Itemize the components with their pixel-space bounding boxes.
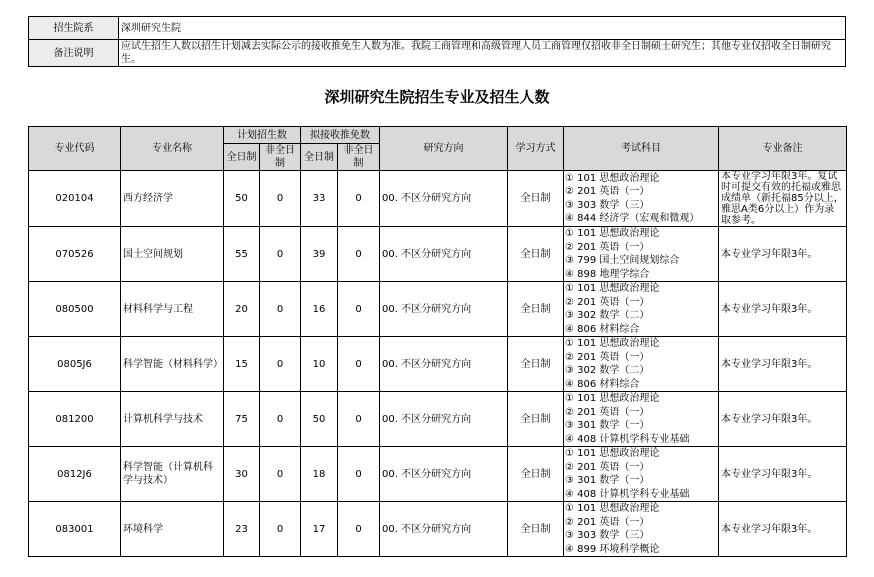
table-row bbox=[29, 282, 847, 337]
header-mode: 学习方式 bbox=[508, 127, 564, 171]
research-direction: 00. 不区分研究方向 bbox=[380, 447, 508, 502]
exam-subject-item: ③ 301 数学（一） bbox=[565, 475, 650, 486]
exam-subjects bbox=[564, 171, 719, 227]
exam-subject-item: ③ 301 数学（一） bbox=[565, 420, 650, 431]
exam-subject-item: ③ 302 数学（二） bbox=[565, 310, 650, 321]
plan-part-count: 0 bbox=[260, 447, 301, 502]
exam-subject-item: ② 201 英语（一） bbox=[565, 406, 650, 418]
exam-subjects bbox=[564, 447, 719, 502]
exam-subject-item: ① 101 思想政治理论 bbox=[565, 393, 660, 404]
header-plan: 计划招生数 bbox=[224, 127, 301, 144]
exam-subject-item: ④ 898 地理学综合 bbox=[565, 268, 650, 280]
header-name: 专业名称 bbox=[121, 127, 224, 171]
exam-subjects bbox=[564, 282, 719, 337]
study-mode: 全日制 bbox=[508, 447, 564, 502]
exam-subject-item: ④ 806 材料综合 bbox=[565, 378, 640, 390]
plan-full-count: 15 bbox=[224, 337, 260, 392]
exam-subjects bbox=[564, 227, 719, 282]
exam-subjects bbox=[564, 337, 719, 392]
major-name: 科学智能（计算机科学与技术） bbox=[121, 447, 224, 502]
major-name: 科学智能（材料科学） bbox=[121, 337, 224, 392]
plan-part-count: 0 bbox=[260, 392, 301, 447]
exam-subjects bbox=[564, 392, 719, 447]
exam-subject-item: ① 101 思想政治理论 bbox=[565, 172, 660, 184]
exam-subject-item: ② 201 英语（一） bbox=[565, 241, 650, 253]
header-push-full: 全日制 bbox=[301, 144, 338, 171]
plan-part-count: 0 bbox=[260, 171, 301, 227]
exam-subject-item: ① 101 思想政治理论 bbox=[565, 283, 660, 294]
plan-part-count: 0 bbox=[260, 282, 301, 337]
page-title: 深圳研究生院招生专业及招生人数 bbox=[324, 88, 550, 106]
push-part-count: 0 bbox=[338, 282, 380, 337]
study-mode: 全日制 bbox=[508, 502, 564, 557]
plan-part-count: 0 bbox=[260, 502, 301, 557]
push-full-count: 33 bbox=[301, 171, 338, 227]
exam-subject-item: ② 201 英语（一） bbox=[565, 186, 650, 197]
push-full-count: 18 bbox=[301, 447, 338, 502]
exam-subject-item: ① 101 思想政治理论 bbox=[565, 503, 660, 514]
exam-subject-item: ③ 799 国土空间规划综合 bbox=[565, 255, 680, 266]
header-remark: 专业备注 bbox=[719, 127, 847, 171]
major-code: 0812J6 bbox=[29, 447, 121, 502]
study-mode: 全日制 bbox=[508, 337, 564, 392]
push-part-count: 0 bbox=[338, 227, 380, 282]
plan-full-count: 55 bbox=[224, 227, 260, 282]
exam-subject-item: ④ 408 计算机学科专业基础 bbox=[565, 433, 690, 445]
school-value: 深圳研究生院 bbox=[119, 17, 846, 40]
plan-part-count: 0 bbox=[260, 337, 301, 392]
major-remark: 本专业学习年限3年。 bbox=[719, 447, 847, 502]
plan-full-count: 20 bbox=[224, 282, 260, 337]
major-code: 020104 bbox=[29, 171, 121, 227]
push-full-count: 10 bbox=[301, 337, 338, 392]
study-mode: 全日制 bbox=[508, 227, 564, 282]
plan-full-count: 30 bbox=[224, 447, 260, 502]
majors-table bbox=[28, 126, 847, 557]
major-remark: 本专业学习年限3年。 bbox=[719, 392, 847, 447]
note-value: 应试生招生人数以招生计划减去实际公示的接收推免生人数为准。我院工商管理和高级管理人员工商管理仅招收非全日制硕士研究生；其他专业仅招收全日制研究生。 bbox=[119, 40, 846, 67]
major-code: 083001 bbox=[29, 502, 121, 557]
plan-part-count: 0 bbox=[260, 227, 301, 282]
push-part-count: 0 bbox=[338, 392, 380, 447]
push-full-count: 50 bbox=[301, 392, 338, 447]
major-name: 计算机科学与技术 bbox=[121, 392, 224, 447]
major-remark: 本专业学习年限3年。 bbox=[719, 282, 847, 337]
exam-subject-item: ③ 302 数学（二） bbox=[565, 365, 650, 376]
major-remark: 本专业学习年限3年。 bbox=[719, 337, 847, 392]
exam-subject-item: ④ 408 计算机学科专业基础 bbox=[565, 488, 690, 500]
major-name: 西方经济学 bbox=[121, 171, 224, 227]
exam-subject-item: ② 201 英语（一） bbox=[565, 461, 650, 473]
table-row bbox=[29, 447, 847, 502]
table-row bbox=[29, 502, 847, 557]
exam-subject-item: ③ 303 数学（三） bbox=[565, 530, 650, 541]
exam-subject-item: ② 201 英语（一） bbox=[565, 516, 650, 528]
table-row bbox=[29, 171, 847, 227]
school-row bbox=[29, 17, 846, 40]
push-part-count: 0 bbox=[338, 447, 380, 502]
major-remark: 本专业学习年限3年。 bbox=[719, 502, 847, 557]
exam-subjects bbox=[564, 502, 719, 557]
table-row bbox=[29, 392, 847, 447]
study-mode: 全日制 bbox=[508, 171, 564, 227]
push-part-count: 0 bbox=[338, 337, 380, 392]
header-push-part: 非全日制 bbox=[338, 144, 380, 171]
push-full-count: 17 bbox=[301, 502, 338, 557]
header-direction: 研究方向 bbox=[380, 127, 508, 171]
exam-subject-item: ② 201 英语（一） bbox=[565, 351, 650, 363]
exam-subject-item: ④ 806 材料综合 bbox=[565, 323, 640, 335]
header-plan-part: 非全日制 bbox=[260, 144, 301, 171]
exam-subject-item: ④ 899 环境科学概论 bbox=[565, 543, 660, 555]
study-mode: 全日制 bbox=[508, 282, 564, 337]
header-code: 专业代码 bbox=[29, 127, 121, 171]
push-full-count: 39 bbox=[301, 227, 338, 282]
major-code: 070526 bbox=[29, 227, 121, 282]
header-row-1 bbox=[29, 127, 847, 144]
research-direction: 00. 不区分研究方向 bbox=[380, 227, 508, 282]
exam-subject-item: ③ 303 数学（三） bbox=[565, 199, 650, 211]
major-remark: 本专业学习年限3年。复试时可提交有效的托福或雅思成绩单（新托福85分以上，雅思A类6分以上）作为录取参考。 bbox=[719, 171, 847, 227]
plan-full-count: 50 bbox=[224, 171, 260, 227]
note-label: 备注说明 bbox=[29, 40, 119, 67]
table-body bbox=[29, 171, 847, 557]
research-direction: 00. 不区分研究方向 bbox=[380, 502, 508, 557]
exam-subject-item: ④ 844 经济学（宏观和微观） bbox=[565, 213, 700, 224]
research-direction: 00. 不区分研究方向 bbox=[380, 282, 508, 337]
major-code: 0805J6 bbox=[29, 337, 121, 392]
research-direction: 00. 不区分研究方向 bbox=[380, 392, 508, 447]
research-direction: 00. 不区分研究方向 bbox=[380, 171, 508, 227]
table-row bbox=[29, 227, 847, 282]
header-push: 拟接收推免数 bbox=[301, 127, 380, 144]
plan-full-count: 23 bbox=[224, 502, 260, 557]
header-plan-full: 全日制 bbox=[224, 144, 260, 171]
info-table bbox=[28, 16, 846, 67]
major-name: 材料科学与工程 bbox=[121, 282, 224, 337]
note-row bbox=[29, 40, 846, 67]
push-part-count: 0 bbox=[338, 502, 380, 557]
exam-subject-item: ② 201 英语（一） bbox=[565, 296, 650, 308]
plan-full-count: 75 bbox=[224, 392, 260, 447]
research-direction: 00. 不区分研究方向 bbox=[380, 337, 508, 392]
header-subjects: 考试科目 bbox=[564, 127, 719, 171]
study-mode: 全日制 bbox=[508, 392, 564, 447]
major-code: 080500 bbox=[29, 282, 121, 337]
school-label: 招生院系 bbox=[29, 17, 119, 40]
push-part-count: 0 bbox=[338, 171, 380, 227]
major-name: 环境科学 bbox=[121, 502, 224, 557]
push-full-count: 16 bbox=[301, 282, 338, 337]
table-row bbox=[29, 337, 847, 392]
major-code: 081200 bbox=[29, 392, 121, 447]
exam-subject-item: ① 101 思想政治理论 bbox=[565, 338, 660, 349]
exam-subject-item: ① 101 思想政治理论 bbox=[565, 228, 660, 239]
major-name: 国土空间规划 bbox=[121, 227, 224, 282]
major-remark: 本专业学习年限3年。 bbox=[719, 227, 847, 282]
exam-subject-item: ① 101 思想政治理论 bbox=[565, 448, 660, 459]
